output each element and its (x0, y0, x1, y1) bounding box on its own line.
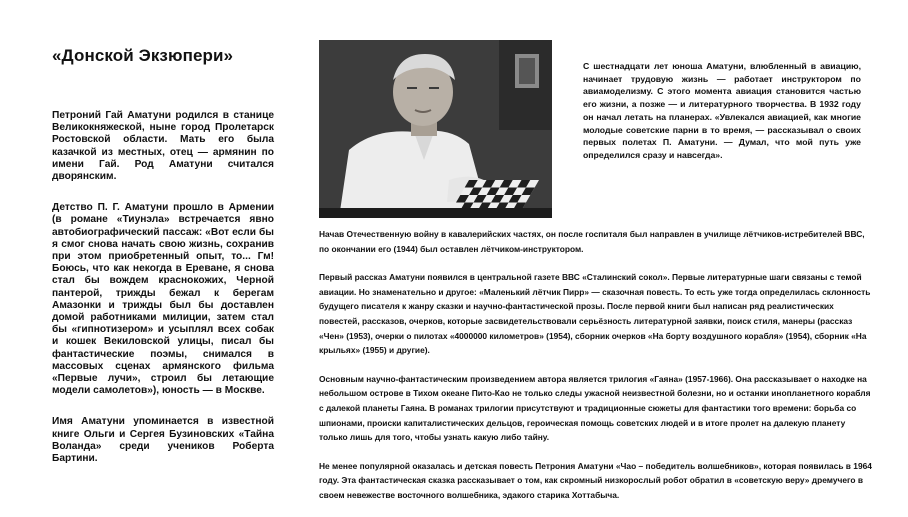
paragraph-mention: Имя Аматуни упоминается в известной книге Ольги и Сергея Бузиновских «Тайна Воланда» среди учеников Роберта Бартини. (52, 416, 274, 465)
paragraph-aviation: С шестнадцати лет юноша Аматуни, влюбленный в авиацию, начинает трудовую жизнь — работает инструктором по авиамоделизму. С этого момента авиация становится частью его жизни, а позже — и литературного творчества. В 1932 году он начал летать на планерах. «Увлекался авиацией, как многие молодые советские парни в то время, — рассказывал о своих первых полетах П. Аматуни. — Думал, что мой путь уже определился сразу и навсегда». (583, 61, 861, 160)
paragraph-chao: Не менее популярной оказалась и детская повесть Петрония Аматуни «Чао – победитель волшебников», которая появилась в 1964 году. Эта фантастическая сказка рассказывает о том, как скромный низкорослый робот обратил в «советскую веру» дремучего в своем невежестве восточного волшебника, эдакого старика Хоттабыча. (319, 460, 872, 500)
paragraph-childhood: Детство П. Г. Аматуни прошло в Армении (в романе «Тиунэла» встречается явно автобиографический пассаж: «Вот если бы я смог снова начать свою жизнь, сохранив при этом приобретенный опыт, то... Гм! Боюсь, что как некогда в Ереване, я снова стал бы вождем краснокожих, Черной пантерой, трижды бежал к берегам Амазонки и трижды был бы доставлен домой работниками милиции, затем стал бы «гипнотизером» и усыплял всех собак и кошек Векиловской улицы, писал бы фантастические поэмы, снимался в массовых сценах армянского фильма «Первые лучи», строил бы летающие модели самолетов»), юность — в Москве. (52, 202, 274, 397)
left-column (52, 110, 274, 484)
portrait-photo-icon (319, 40, 552, 218)
portrait-photo (319, 40, 552, 218)
paragraph-trilogy: Основным научно-фантастическим произведением автора является трилогия «Гаяна» (1957-1966). Она рассказывает о находке на небольшом острове в Тихом океане Пито-Као не только следы ужасной неизвестной болезни, но и останки инопланетного корабля с далекой планеты Гаяна. В романах трилогии присутствуют и традиционные сюжеты для фантастики того времени: борьба со шпионами, происки капиталистических дельцов, героическая помощь советских людей и в итоге пролет на далекую планету только лишь для того, чтобы узнать какую либо тайну. (319, 373, 871, 443)
bottom-text (319, 227, 874, 517)
paragraph-first-story: Первый рассказ Аматуни появился в центральной газете ВВС «Сталинский сокол». Первые литературные шаги связаны с темой авиации. Но знаменательно и другое: «Маленький лётчик Пирр» — сказочная повесть. То есть уже тогда определилась склонность будущего писателя к жанру сказки и научно-фантастической прозы. После первой книги был написан ряд реалистических повестей, рассказов, очерков, которые засвидетельствовали серьёзность литературной заявки, поиск стиля, манеры (рассказ «Чен» (1953), очерки о пилотах «4000000 километров» (1954), сборник очерков «На борту воздушного корабля» (1954), сборник «На крыльях» (1955) и другие). (319, 272, 871, 356)
right-top-text (583, 60, 861, 162)
page-title: «Донской Экзюпери» (52, 46, 234, 65)
paragraph-war: Начав Отечественную войну в кавалерийских частях, он после госпиталя был направлен в училище лётчиков-истребителей ВВС, по окончании его (1944) был оставлен лётчиком-инструктором. (319, 229, 865, 254)
paragraph-birth: Петроний Гай Аматуни родился в станице Великокняжеской, ныне город Пролетарск Ростовской области. Мать его была казачкой из местных, отец — армянин по имени Гай. Род Аматуни считался дворянским. (52, 110, 274, 183)
